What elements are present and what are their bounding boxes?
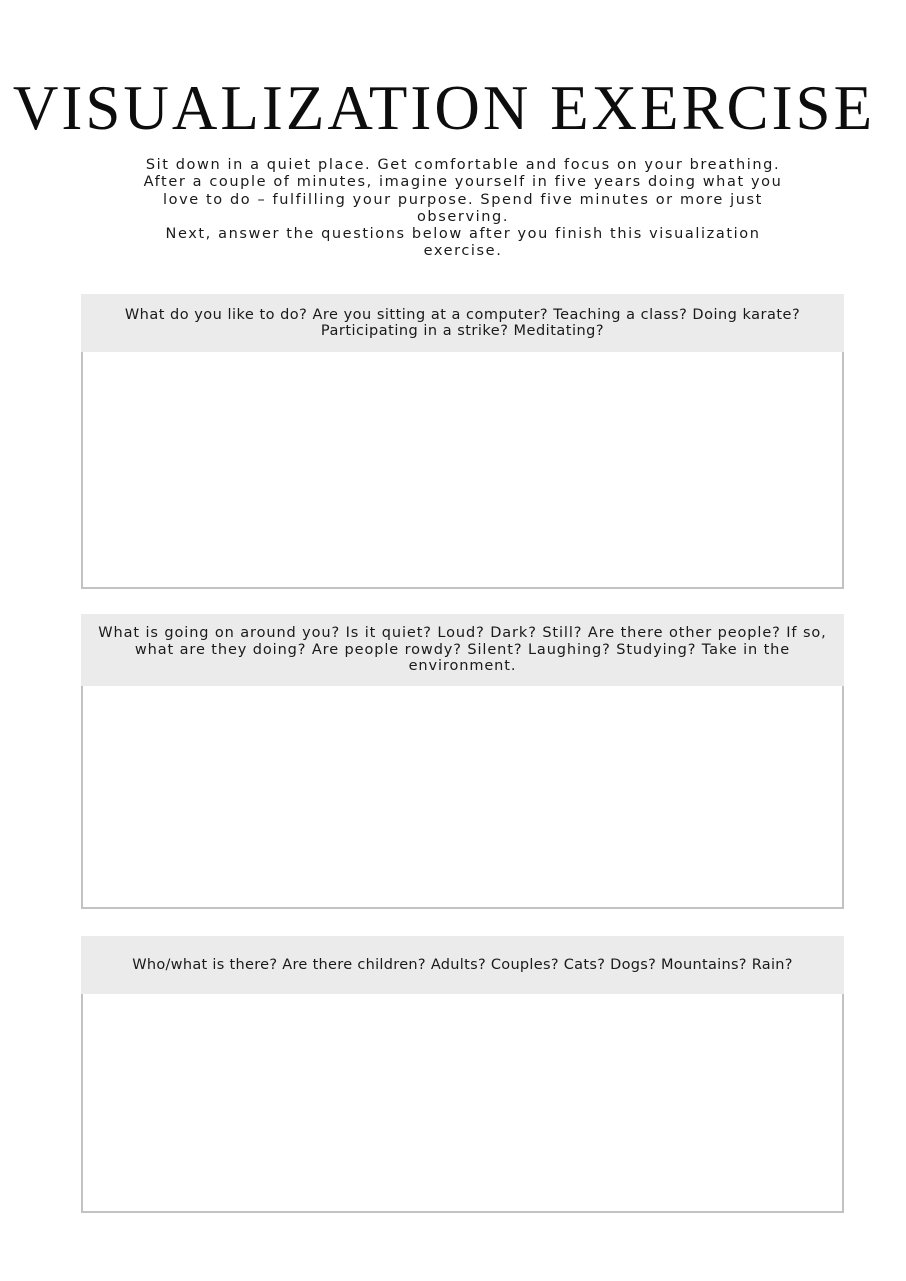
question-section-2 [81,614,844,909]
question-section-1 [81,294,844,589]
question-prompt [81,614,844,686]
question-prompt-text: Who/what is there? Are there children? Adults? Couples? Cats? Dogs? Mountains? Rain? [132,956,793,973]
instruction-line: Next, answer the questions below after you finish this visualization exercise. [165,226,761,260]
instructions [140,157,786,261]
question-prompt [81,936,844,994]
answer-box[interactable] [81,686,844,909]
question-prompt-text: What is going on around you? Is it quiet? Loud? Dark? Still? Are there other people? If so, what are they doing? Are people rowdy? Silent? Laughing? Studying? Take in the environment. [98,625,827,675]
question-section-3 [81,936,844,1213]
answer-box[interactable] [81,994,844,1213]
question-prompt [81,294,844,352]
instruction-line: After a couple of minutes, imagine yourself in five years doing what you love to do – fulfilling your purpose. Spend five minutes or more just observing. [143,174,783,225]
question-prompt-text: What do you like to do? Are you sitting at a computer? Teaching a class? Doing karate? Participating in a strike? Meditating? [124,306,801,339]
answer-box[interactable] [81,352,844,589]
instruction-line: Sit down in a quiet place. Get comfortable and focus on your breathing. [145,157,781,173]
page-title: VISUALIZATION EXERCISE [12,73,876,143]
